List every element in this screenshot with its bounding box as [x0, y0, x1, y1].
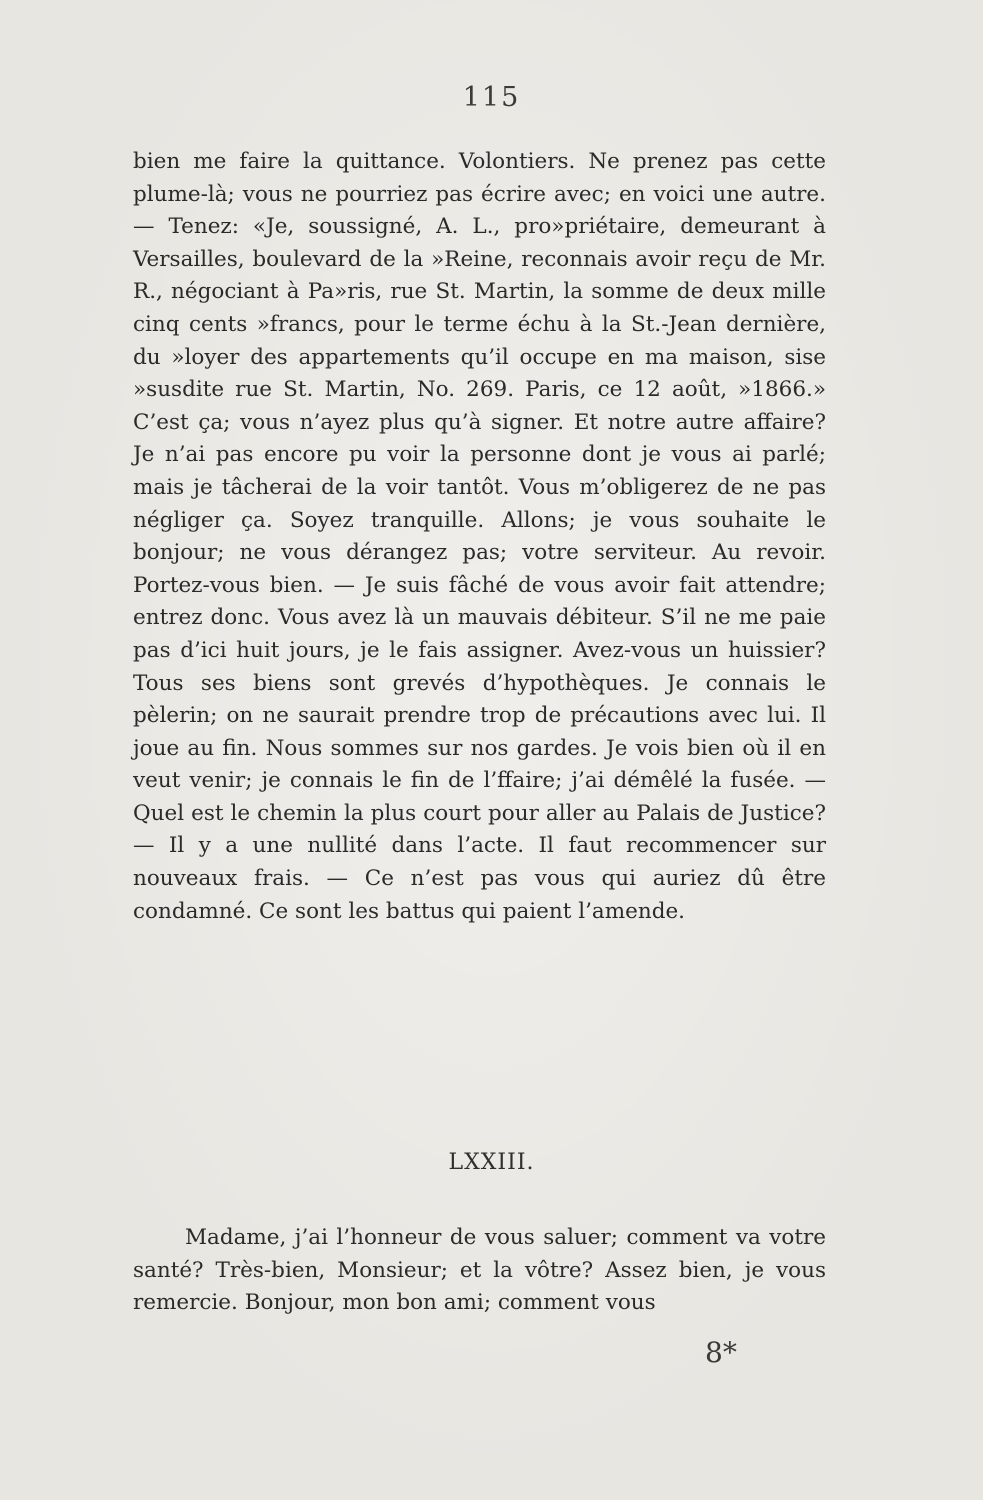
page-number: 115	[462, 82, 521, 113]
signature-mark: 8*	[705, 1336, 737, 1369]
section-heading: LXXIII.	[448, 1150, 535, 1175]
section-paragraph: Madame, j’ai l’honneur de vous saluer; comment va votre santé? Très-bien, Monsieur; et la vôtre? Assez bien, je vous remercie. Bonjour, mon bon ami; comment vous	[133, 1225, 826, 1316]
body-paragraph: bien me faire la quittance. Volontiers. Ne prenez pas cette plume-là; vous ne pourriez pas écrire avec; en voici une autre. — Tenez: «Je, soussigné, A. L., pro»priétaire, demeurant à Versailles, boulevard de la »Reine, reconnais avoir reçu de Mr. R., négociant à Pa»ris, rue St. Martin, la somme de deux mille cinq cents »francs, pour le terme échu à la St.-Jean dernière, du »loyer des appartements qu’il occupe en ma maison, sise »susdite rue St. Martin, No. 269. Paris, ce 12 août, »1866.» C’est ça; vous n’ayez plus qu’à signer. Et notre autre affaire? Je n’ai pas encore pu voir la personne dont je vous ai parlé; mais je tâcherai de la voir tantôt. Vous m’obligerez de ne pas négliger ça. Soyez tranquille. Allons; je vous souhaite le bonjour; ne vous dérangez pas; votre serviteur. Au revoir. Portez-vous bien. — Je suis fâché de vous avoir fait attendre; entrez donc. Vous avez là un mauvais débiteur. S’il ne me paie pas d’ici huit jours, je le fais assigner. Avez-vous un huissier? Tous ses biens sont grevés d’hypothèques. Je connais le pèlerin; on ne saurait prendre trop de précautions avec lui. Il joue au fin. Nous sommes sur nos gardes. Je vois bien où il en veut venir; je connais le fin de l’ffaire; j’ai démêlé la fusée. — Quel est le chemin la plus court pour aller au Palais de Justice? — Il y a une nullité dans l’acte. Il faut recommencer sur nouveaux frais. — Ce n’est pas vous qui auriez dû être condamné. Ce sont les battus qui paient l’amende.	[133, 149, 826, 924]
